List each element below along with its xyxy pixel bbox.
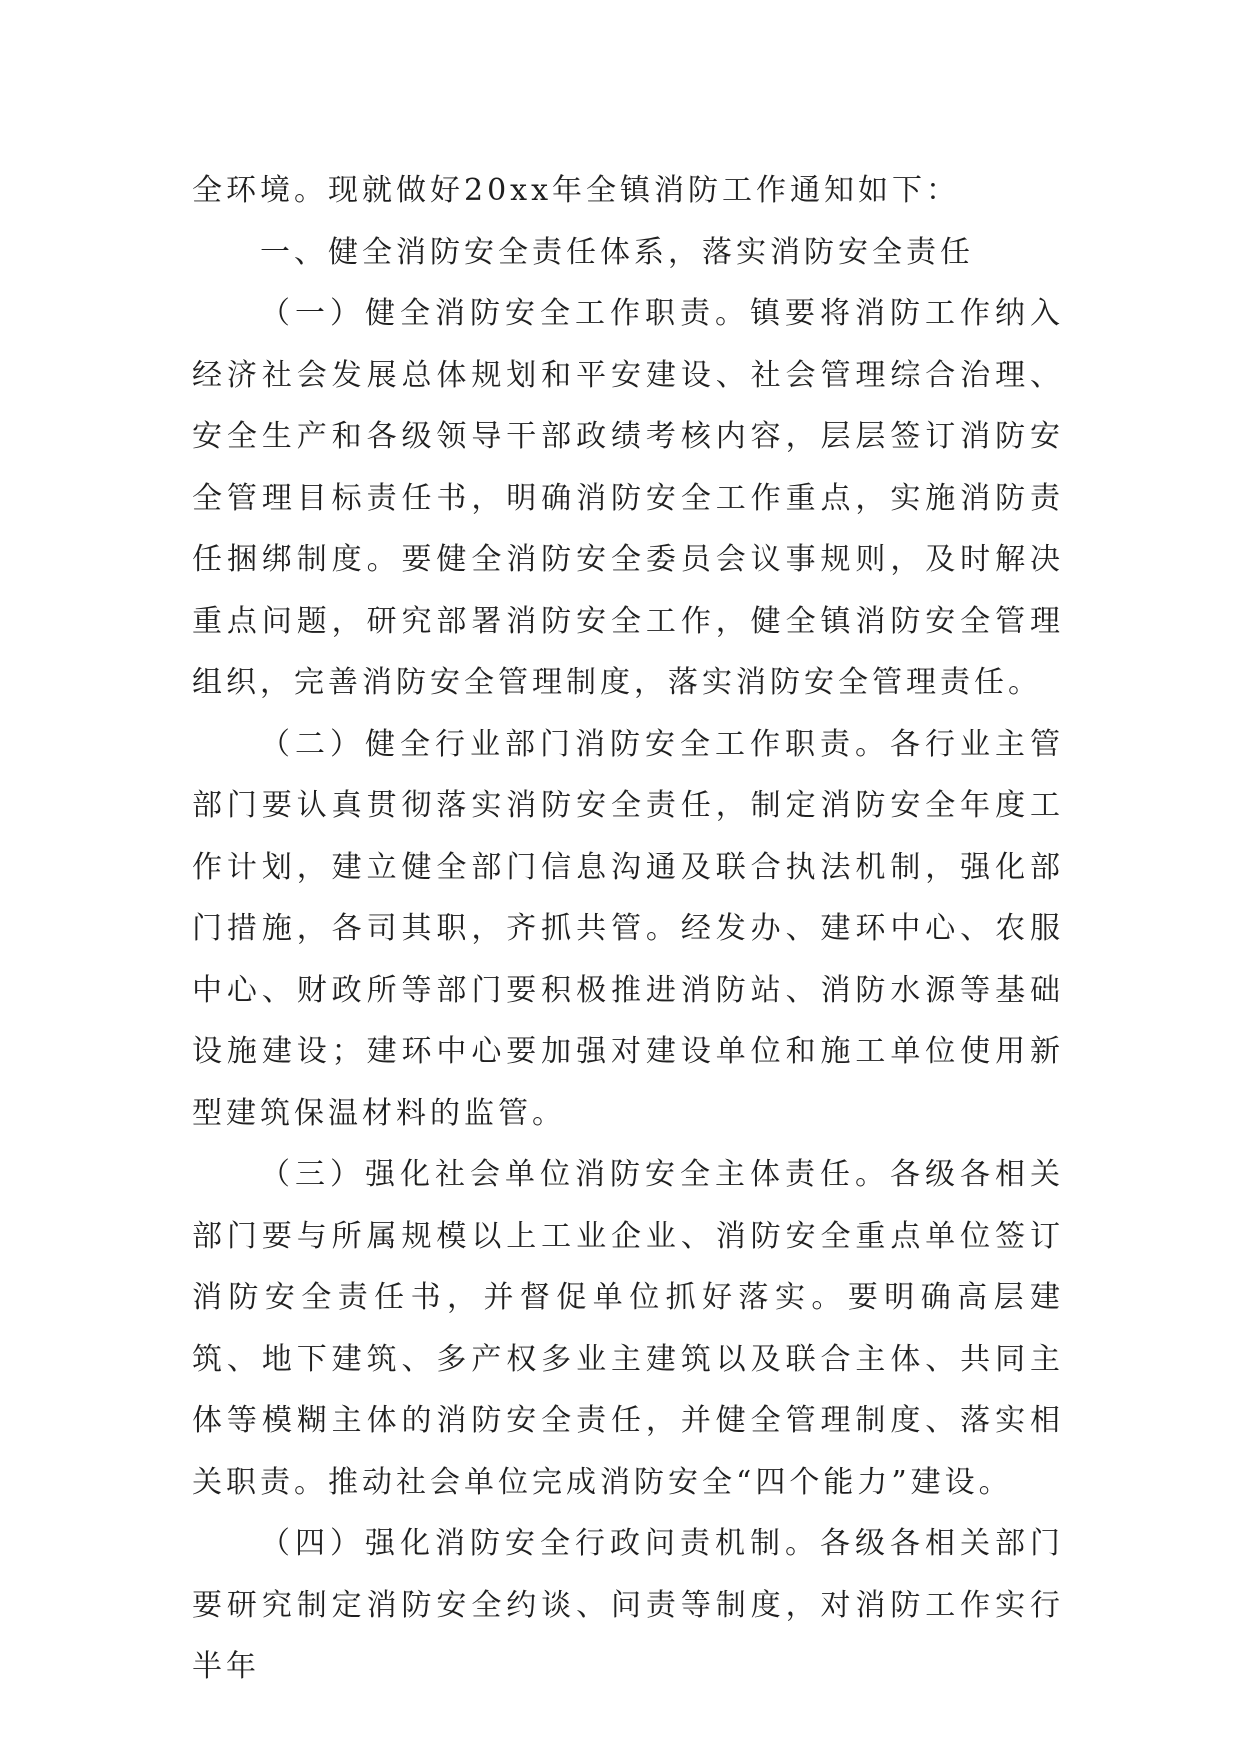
document-page — [192, 160, 1064, 1698]
paragraph-item-1: （一）健全消防安全工作职责。镇要将消防工作纳入经济社会发展总体规划和平安建设、社会管理综合治理、安全生产和各级领导干部政绩考核内容，层层签订消防安全管理目标责任书，明确消防安全工作重点，实施消防责任捆绑制度。要健全消防安全委员会议事规则，及时解决重点问题，研究部署消防安全工作，健全镇消防安全管理组织，完善消防安全管理制度，落实消防安全管理责任。 — [192, 296, 1064, 700]
paragraph-intro-continuation: 全环境。现就做好20xx年全镇消防工作通知如下： — [192, 173, 961, 208]
section-heading-1: 一、健全消防安全责任体系，落实消防安全责任 — [260, 234, 974, 270]
paragraph-item-3: （三）强化社会单位消防安全主体责任。各级各相关部门要与所属规模以上工业企业、消防安全重点单位签订消防安全责任书，并督促单位抓好落实。要明确高层建筑、地下建筑、多产权多业主建筑以及联合主体、共同主体等模糊主体的消防安全责任，并健全管理制度、落实相关职责。推动社会单位完成消防安全“四个能力”建设。 — [192, 1157, 1064, 1500]
paragraph-item-4: （四）强化消防安全行政问责机制。各级各相关部门要研究制定消防安全约谈、问责等制度，对消防工作实行半年 — [192, 1526, 1064, 1684]
paragraph-item-2: （二）健全行业部门消防安全工作职责。各行业主管部门要认真贯彻落实消防安全责任，制定消防安全年度工作计划，建立健全部门信息沟通及联合执法机制，强化部门措施，各司其职，齐抓共管。经发办、建环中心、农服中心、财政所等部门要积极推进消防站、消防水源等基础设施建设；建环中心要加强对建设单位和施工单位使用新型建筑保温材料的监管。 — [192, 726, 1064, 1131]
